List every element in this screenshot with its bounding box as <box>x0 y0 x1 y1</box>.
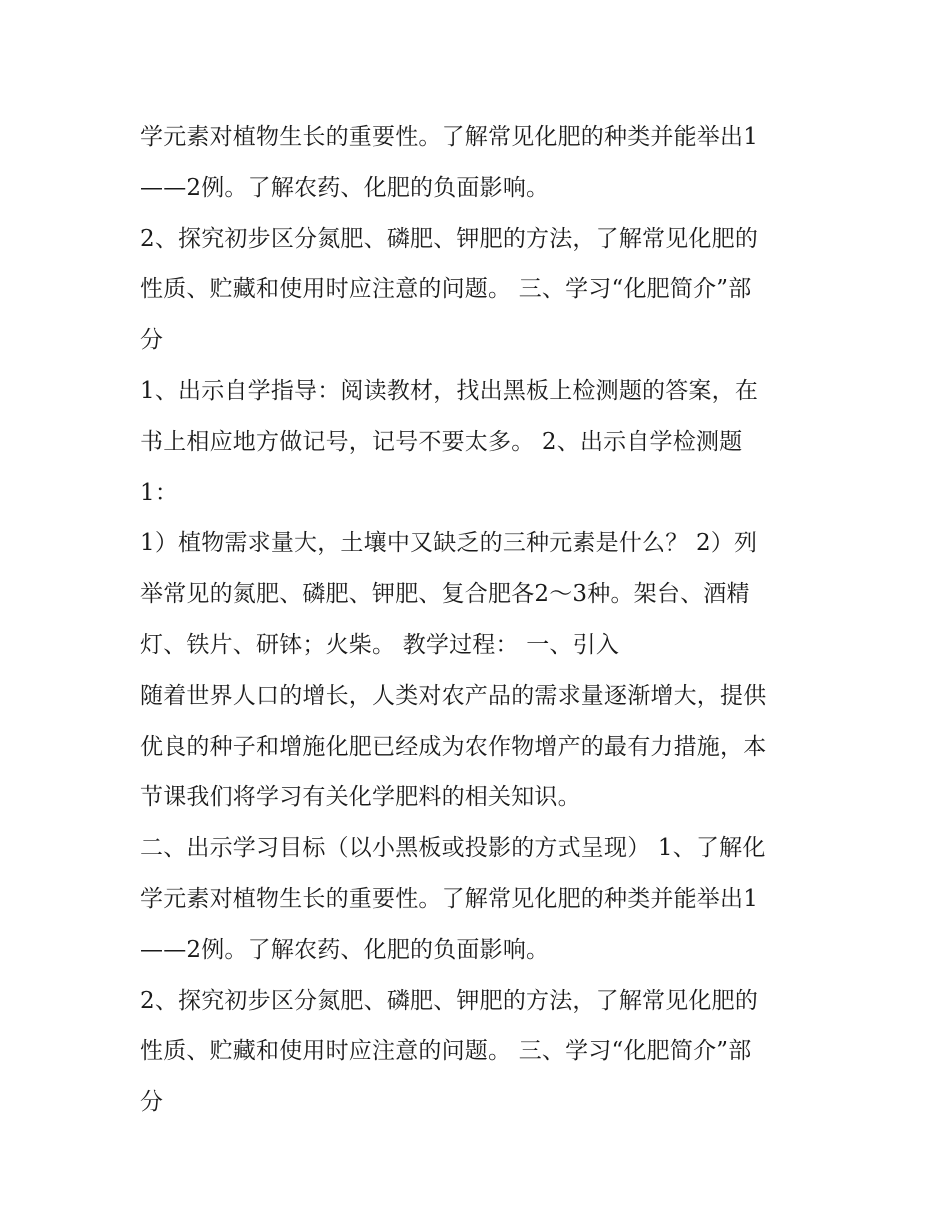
text-line: 优良的种子和增施化肥已经成为农作物增产的最有力措施，本 <box>140 733 767 760</box>
text-line: 节课我们将学习有关化学肥料的相关知识。 <box>140 784 581 811</box>
text-line: 1）植物需求量大，土壤中又缺乏的三种元素是什么？ 2）列 <box>140 530 758 557</box>
text-line: 随着世界人口的增长，人类对农产品的需求量逐渐增大，提供 <box>140 682 767 709</box>
text-line: 灯、铁片、研钵；火柴。 教学过程： 一、引入 <box>140 631 620 658</box>
text-line: ——2例。了解农药、化肥的负面影响。 <box>140 936 550 963</box>
text-line: 2、探究初步区分氮肥、磷肥、钾肥的方法，了解常见化肥的 <box>140 225 759 252</box>
text-line: 性质、贮藏和使用时应注意的问题。 三、学习“化肥简介”部 <box>140 276 752 303</box>
text-line: 分 <box>140 1089 164 1116</box>
text-line: 学元素对植物生长的重要性。了解常见化肥的种类并能举出1 <box>140 124 759 150</box>
text-line: 举常见的氮肥、磷肥、钾肥、复合肥各2～3种。架台、酒精 <box>140 581 750 608</box>
text-line: 1： <box>140 479 179 506</box>
text-line: 1、出示自学指导：阅读教材，找出黑板上检测题的答案，在 <box>140 377 759 404</box>
text-line: 性质、贮藏和使用时应注意的问题。 三、学习“化肥简介”部 <box>140 1038 752 1065</box>
text-line: 学元素对植物生长的重要性。了解常见化肥的种类并能举出1 <box>140 885 759 912</box>
text-line: 2、探究初步区分氮肥、磷肥、钾肥的方法，了解常见化肥的 <box>140 987 759 1014</box>
text-line: ——2例。了解农药、化肥的负面影响。 <box>140 174 550 201</box>
text-line: 分 <box>140 327 164 354</box>
text-line: 二、出示学习目标（以小黑板或投影的方式呈现） 1、了解化 <box>140 835 766 862</box>
document-page <box>140 112 830 1128</box>
text-line: 书上相应地方做记号，记号不要太多。 2、出示自学检测题 <box>140 428 743 455</box>
